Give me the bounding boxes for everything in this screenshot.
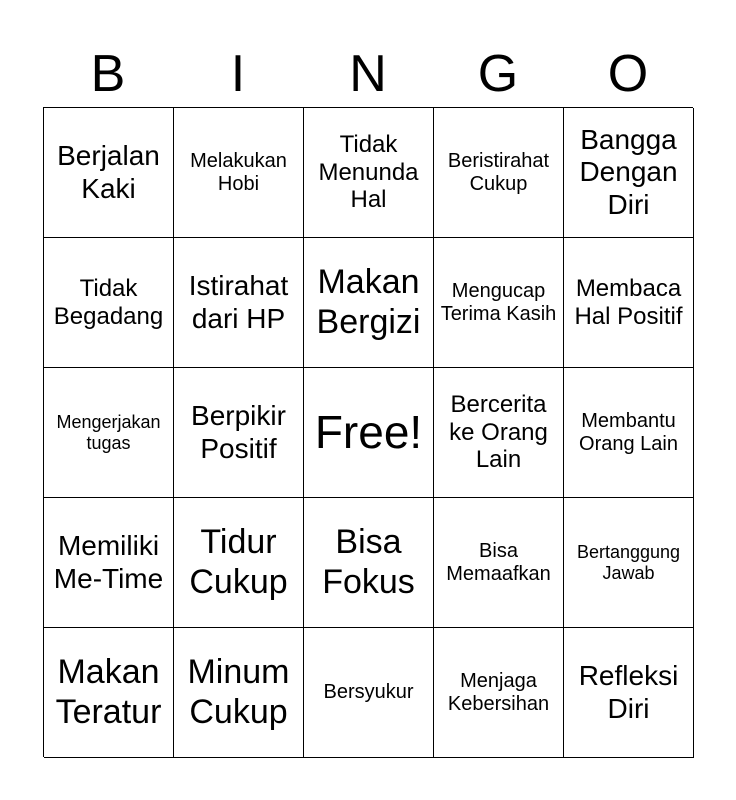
cell-text: Membantu Orang Lain <box>579 409 678 455</box>
bingo-cell[interactable] <box>44 628 174 758</box>
bingo-cell[interactable] <box>564 368 694 498</box>
cell-text: Mengerjakan tugas <box>56 411 161 453</box>
header-letter-b: B <box>90 45 126 103</box>
cell-text: Beristirahat Cukup <box>447 149 550 195</box>
bingo-header <box>43 40 693 108</box>
bingo-cell[interactable] <box>174 628 304 758</box>
bingo-cell[interactable] <box>564 238 694 368</box>
bingo-cell[interactable] <box>564 498 694 628</box>
bingo-cell[interactable] <box>434 238 564 368</box>
bingo-cell[interactable] <box>304 628 434 758</box>
bingo-cell[interactable] <box>174 498 304 628</box>
bingo-cell[interactable] <box>564 628 694 758</box>
header-letter-g: G <box>477 45 519 103</box>
bingo-cell[interactable] <box>44 238 174 368</box>
bingo-cell[interactable] <box>434 368 564 498</box>
cell-text: Bertanggung Jawab <box>576 541 681 583</box>
cell-text: Melakukan Hobi <box>190 149 287 195</box>
cell-text: Refleksi Diri <box>578 660 679 724</box>
bingo-cell[interactable] <box>564 108 694 238</box>
bingo-cell[interactable] <box>434 498 564 628</box>
bingo-board <box>43 107 693 757</box>
cell-text: Bersyukur <box>323 681 414 703</box>
cell-text: Tidak Menunda Hal <box>318 131 419 214</box>
cell-text: Bercerita ke Orang Lain <box>449 391 548 474</box>
bingo-cell[interactable] <box>304 108 434 238</box>
cell-text: Berpikir Positif <box>191 400 286 464</box>
bingo-cell[interactable] <box>304 498 434 628</box>
cell-text: Bisa Fokus <box>322 523 415 601</box>
free-space-cell[interactable] <box>304 368 434 498</box>
cell-text: Makan Bergizi <box>316 263 421 341</box>
free-space-text: Free! <box>314 406 423 459</box>
cell-text: Menjaga Kebersihan <box>447 669 550 715</box>
cell-text: Tidak Begadang <box>53 274 164 330</box>
cell-text: Membaca Hal Positif <box>574 274 683 330</box>
cell-text: Bisa Memaafkan <box>446 539 551 585</box>
bingo-cell[interactable] <box>174 238 304 368</box>
bingo-cell[interactable] <box>174 108 304 238</box>
header-letter-o: O <box>607 45 649 103</box>
cell-text: Makan Teratur <box>55 653 162 731</box>
cell-text: Istirahat dari HP <box>188 270 289 334</box>
bingo-cell[interactable] <box>434 108 564 238</box>
header-letter-n: N <box>349 45 387 103</box>
cell-text: Tidur Cukup <box>189 523 288 601</box>
cell-text: Minum Cukup <box>187 653 290 731</box>
bingo-cell[interactable] <box>44 108 174 238</box>
cell-text: Memiliki Me-Time <box>53 530 164 594</box>
cell-text: Mengucap Terima Kasih <box>440 279 557 325</box>
bingo-cell[interactable] <box>174 368 304 498</box>
cell-text: Berjalan Kaki <box>57 140 160 204</box>
bingo-cell[interactable] <box>304 238 434 368</box>
header-letter-i: I <box>230 45 246 103</box>
bingo-cell[interactable] <box>44 368 174 498</box>
bingo-cell[interactable] <box>434 628 564 758</box>
bingo-cell[interactable] <box>44 498 174 628</box>
cell-text: Bangga Dengan Diri <box>579 124 678 220</box>
